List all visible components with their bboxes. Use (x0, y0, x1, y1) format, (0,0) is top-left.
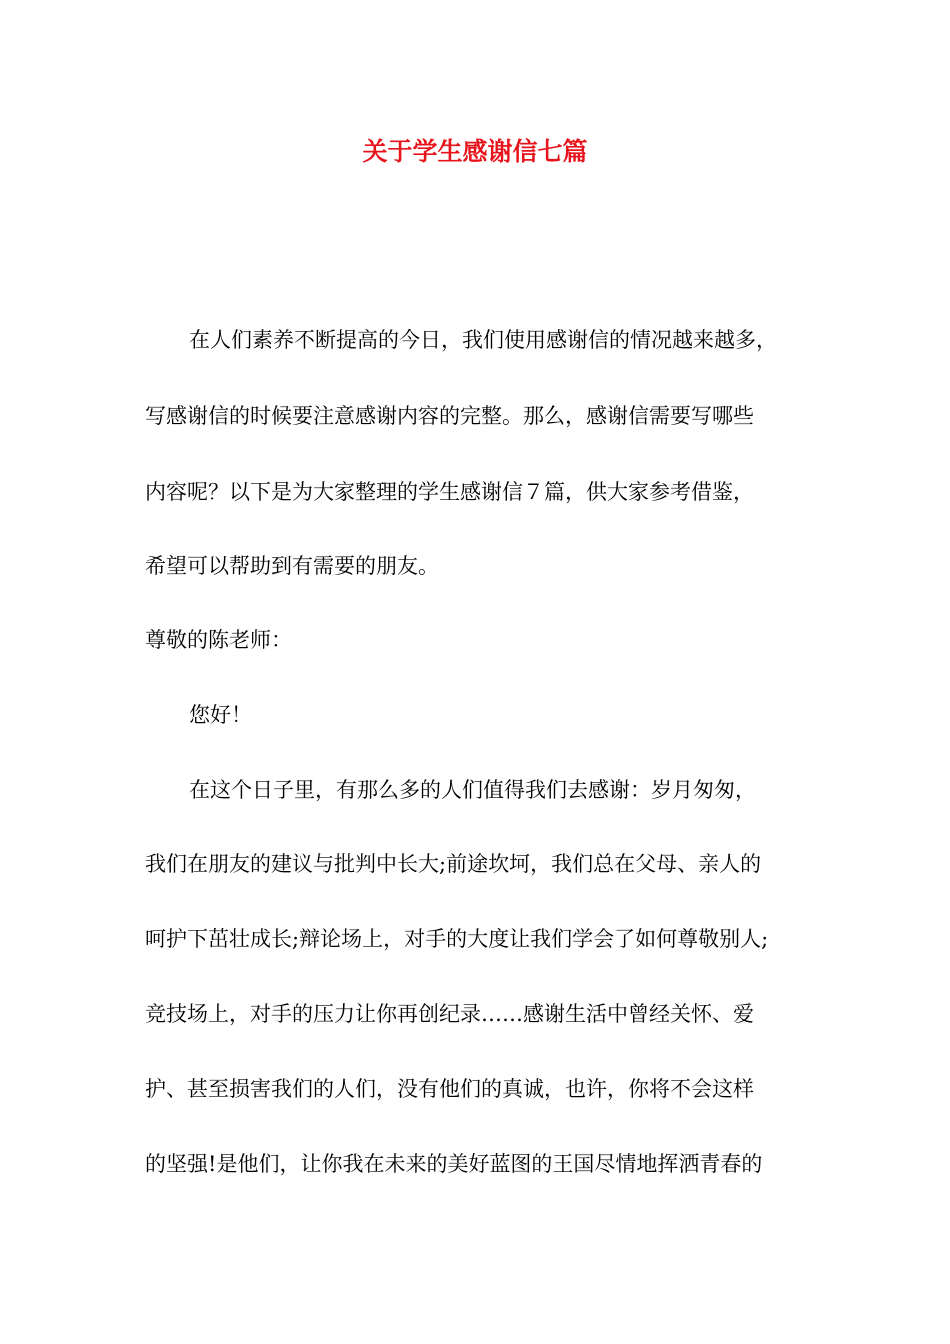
body-line-4: 竞技场上，对手的压力让你再创纪录……感谢生活中曾经关怀、爱 (145, 1002, 754, 1026)
greeting: 您好！ (189, 703, 252, 727)
intro-line-1: 在人们素养不断提高的今日，我们使用感谢信的情况越来越多， (189, 328, 777, 352)
body-line-2: 我们在朋友的建议与批判中长大;前途坎坷，我们总在父母、亲人的 (145, 852, 762, 876)
body-line-1: 在这个日子里，有那么多的人们值得我们去感谢：岁月匆匆， (189, 778, 756, 802)
body-line-6: 的坚强!是他们，让你我在未来的美好蓝图的王国尽情地挥洒青春的 (145, 1152, 763, 1176)
intro-line-4: 希望可以帮助到有需要的朋友。 (145, 554, 439, 578)
document-title: 关于学生感谢信七篇 (362, 137, 588, 166)
intro-line-2: 写感谢信的时候要注意感谢内容的完整。那么，感谢信需要写哪些 (145, 404, 754, 428)
body-line-5: 护、甚至损害我们的人们，没有他们的真诚，也许，你将不会这样 (145, 1077, 754, 1101)
salutation: 尊敬的陈老师： (145, 628, 292, 652)
body-line-3: 呵护下茁壮成长;辩论场上，对手的大度让我们学会了如何尊敬别人; (145, 927, 769, 951)
intro-line-3: 内容呢？以下是为大家整理的学生感谢信７篇，供大家参考借鉴， (145, 480, 754, 504)
